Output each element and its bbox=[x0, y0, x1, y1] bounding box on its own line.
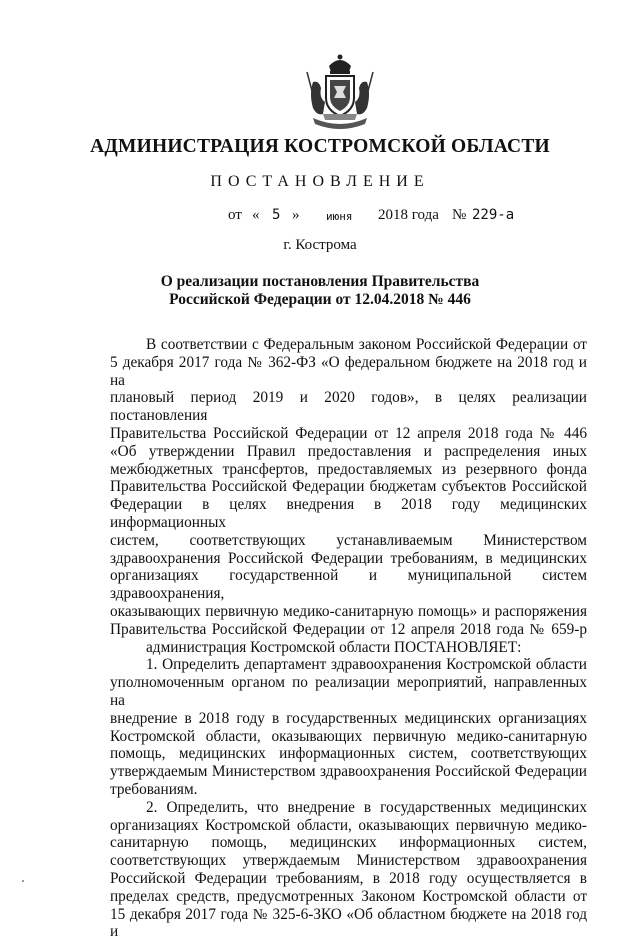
organization-title: АДМИНИСТРАЦИЯ КОСТРОМСКОЙ ОБЛАСТИ bbox=[0, 136, 640, 158]
body-line: Правительства Российской Федерации от 12 апреля 2018 года № 446 bbox=[110, 425, 587, 443]
date-day: 5 bbox=[272, 207, 280, 223]
body-line: Российской Федерации требованиям, в 2018 году осуществляется в bbox=[110, 870, 587, 888]
body-line: 5 декабря 2017 года № 362-ФЗ «О федеральном бюджете на 2018 год и на bbox=[110, 354, 587, 390]
body-line: организациях Костромской области, оказывающих первичную медико- bbox=[110, 817, 587, 835]
body-line: «Об утверждении Правил предоставления и распределения иных bbox=[110, 443, 587, 461]
document-subject bbox=[0, 273, 640, 309]
body-line: соответствующих утверждаемым Министерством здравоохранения bbox=[110, 852, 587, 870]
body-line: 2. Определить, что внедрение в государственных медицинских bbox=[110, 799, 587, 817]
body-line: внедрение в 2018 году в государственных медицинских организациях bbox=[110, 710, 587, 728]
open-quote: « bbox=[252, 207, 260, 224]
body-line: пределах средств, предусмотренных Законом Костромской области от bbox=[110, 888, 587, 906]
body-line: 1. Определить департамент здравоохранения Костромской области bbox=[110, 656, 587, 674]
body-line: помощь, медицинских информационных систем, соответствующих bbox=[110, 745, 587, 763]
document-number: 229-а bbox=[472, 207, 514, 223]
body-line: Федерации в целях внедрения в 2018 году медицинских информационных bbox=[110, 496, 587, 532]
body-line: организациях государственной и муниципальной систем здравоохранения, bbox=[110, 567, 587, 603]
body-line: плановый период 2019 и 2020 годов», в целях реализации постановления bbox=[110, 389, 587, 425]
document-body bbox=[110, 336, 587, 941]
body-line: Правительства Российской Федерации бюджетам субъектов Российской bbox=[110, 478, 587, 496]
body-line: здравоохранения Российской Федерации требованиям, в медицинских bbox=[110, 550, 587, 568]
body-line: 15 декабря 2017 года № 325-6-ЗКО «Об областном бюджете на 2018 год и bbox=[110, 906, 587, 941]
number-sign: № bbox=[452, 207, 466, 224]
body-line: уполномоченным органом по реализации мероприятий, направленных на bbox=[110, 674, 587, 710]
body-line: утверждаемым Министерством здравоохранения Российской Федерации bbox=[110, 763, 587, 781]
subject-line: О реализации постановления Правительства bbox=[0, 273, 640, 291]
document-type: ПОСТАНОВЛЕНИЕ bbox=[0, 173, 640, 191]
close-quote: » bbox=[292, 207, 300, 224]
body-line: Костромской области, оказывающих первичную медико-санитарную bbox=[110, 728, 587, 746]
date-prefix: от bbox=[228, 207, 242, 224]
body-line: администрация Костромской области ПОСТАНОВЛЯЕТ: bbox=[110, 639, 587, 657]
body-line: В соответствии с Федеральным законом Российской Федерации от bbox=[110, 336, 587, 354]
city: г. Кострома bbox=[0, 237, 640, 254]
body-line: оказывающих первичную медико-санитарную помощь» и распоряжения bbox=[110, 603, 587, 621]
body-line: межбюджетных трансфертов, предоставляемых из резервного фонда bbox=[110, 461, 587, 479]
date-line bbox=[200, 207, 560, 227]
date-year: 2018 года bbox=[378, 207, 439, 224]
scan-speck bbox=[22, 880, 24, 882]
body-line: систем, соответствующих устанавливаемым Министерством bbox=[110, 532, 587, 550]
subject-line: Российской Федерации от 12.04.2018 № 446 bbox=[0, 291, 640, 309]
date-month: июня bbox=[326, 210, 353, 223]
coat-of-arms-icon bbox=[303, 52, 377, 134]
body-line: требованиям. bbox=[110, 781, 587, 799]
body-line: Правительства Российской Федерации от 12 апреля 2018 года № 659-р bbox=[110, 621, 587, 639]
body-line: санитарную помощь, медицинских информационных систем, bbox=[110, 834, 587, 852]
